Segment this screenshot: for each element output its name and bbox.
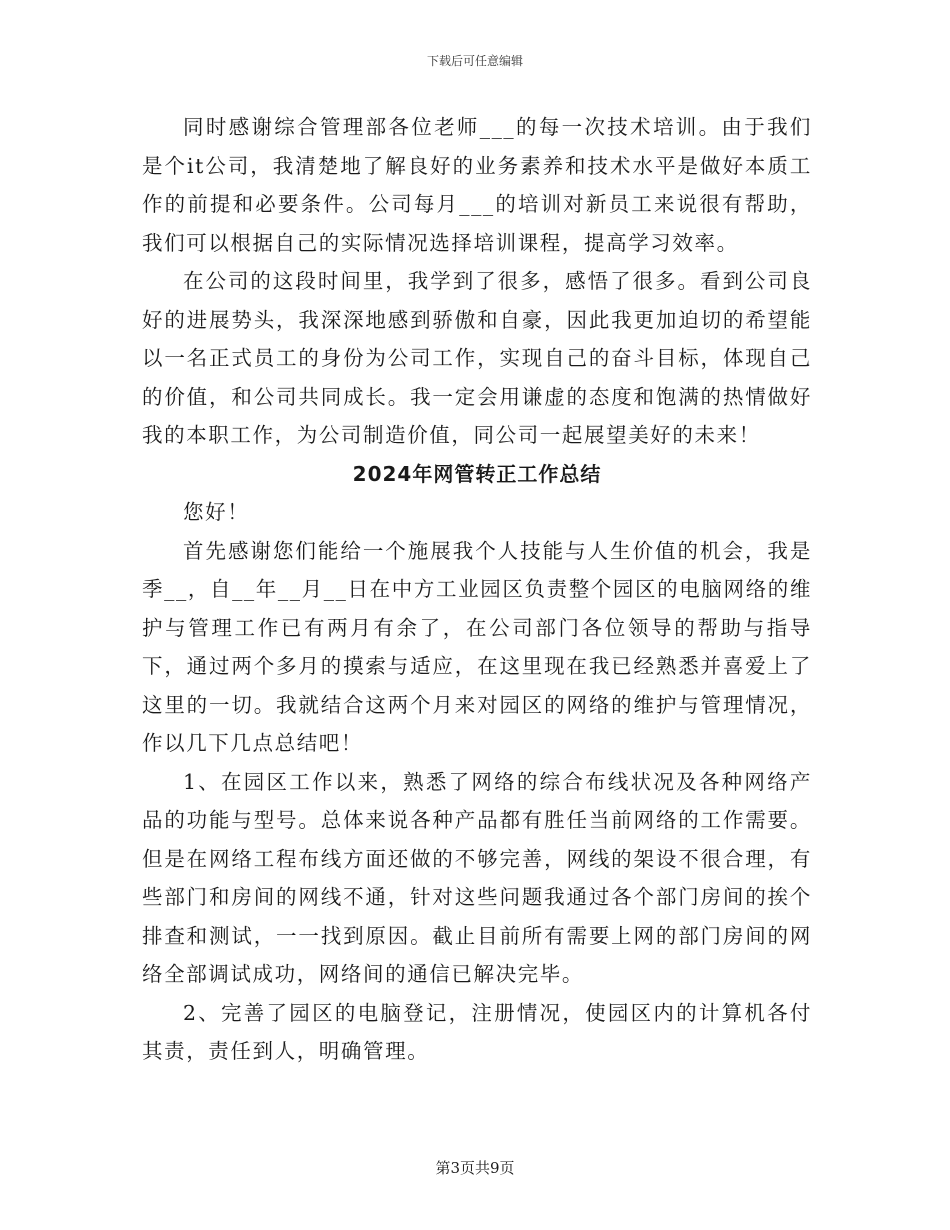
paragraph-point-2: 2、完善了园区的电脑登记，注册情况，使园区内的计算机各付其责，责任到人，明确管理。 [142, 1000, 812, 1063]
page-footer: 第3页共9页 [435, 1159, 515, 1177]
paragraph-growth: 在公司的这段时间里，我学到了很多，感悟了很多。看到公司良好的进展势头，我深深地感到骄傲和自豪，因此我更加迫切的希望能以一名正式员工的身份为公司工作，实现自己的奋斗目标，体现自己的价值，和公司共同成长。我一定会用谦虚的态度和饱满的热情做好我的本职工作，为公司制造价值，同公司一起展望美好的未来！ [142, 269, 812, 447]
paragraph-training-thanks: 同时感谢综合管理部各位老师___的每一次技术培训。由于我们是个it公司，我清楚地了解良好的业务素养和技术水平是做好本质工作的前提和必要条件。公司每月___的培训对新员工来说很有帮助，我们可以根据自己的实际情况选择培训课程，提高学习效率。 [142, 115, 812, 255]
paragraph-introduction: 首先感谢您们能给一个施展我个人技能与人生价值的机会，我是季__，自__年__月__日在中方工业园区负责整个园区的电脑网络的维护与管理工作已有两月有余了，在公司部门各位领导的帮助与指导下，通过两个多月的摸索与适应，在这里现在我已经熟悉并喜爱上了这里的一切。我就结合这两个月来对园区的网络的维护与管理情况，作以几下几点总结吧！ [142, 538, 812, 755]
paragraph-point-1: 1、在园区工作以来，熟悉了网络的综合布线状况及各种网络产品的功能与型号。总体来说各种产品都有胜任当前网络的工作需要。但是在网络工程布线方面还做的不够完善，网线的架设不很合理，有些部门和房间的网线不通，针对这些问题我通过各个部门房间的挨个排查和测试，一一找到原因。截止目前所有需要上网的部门房间的网络全部调试成功，网络间的通信已解决完毕。 [142, 769, 812, 986]
section-title: 2024年网管转正工作总结 [352, 461, 602, 486]
paragraph-greeting: 您好！ [183, 500, 250, 524]
page-header: 下载后可任意编辑 [426, 54, 523, 68]
document-body [142, 108, 812, 1071]
